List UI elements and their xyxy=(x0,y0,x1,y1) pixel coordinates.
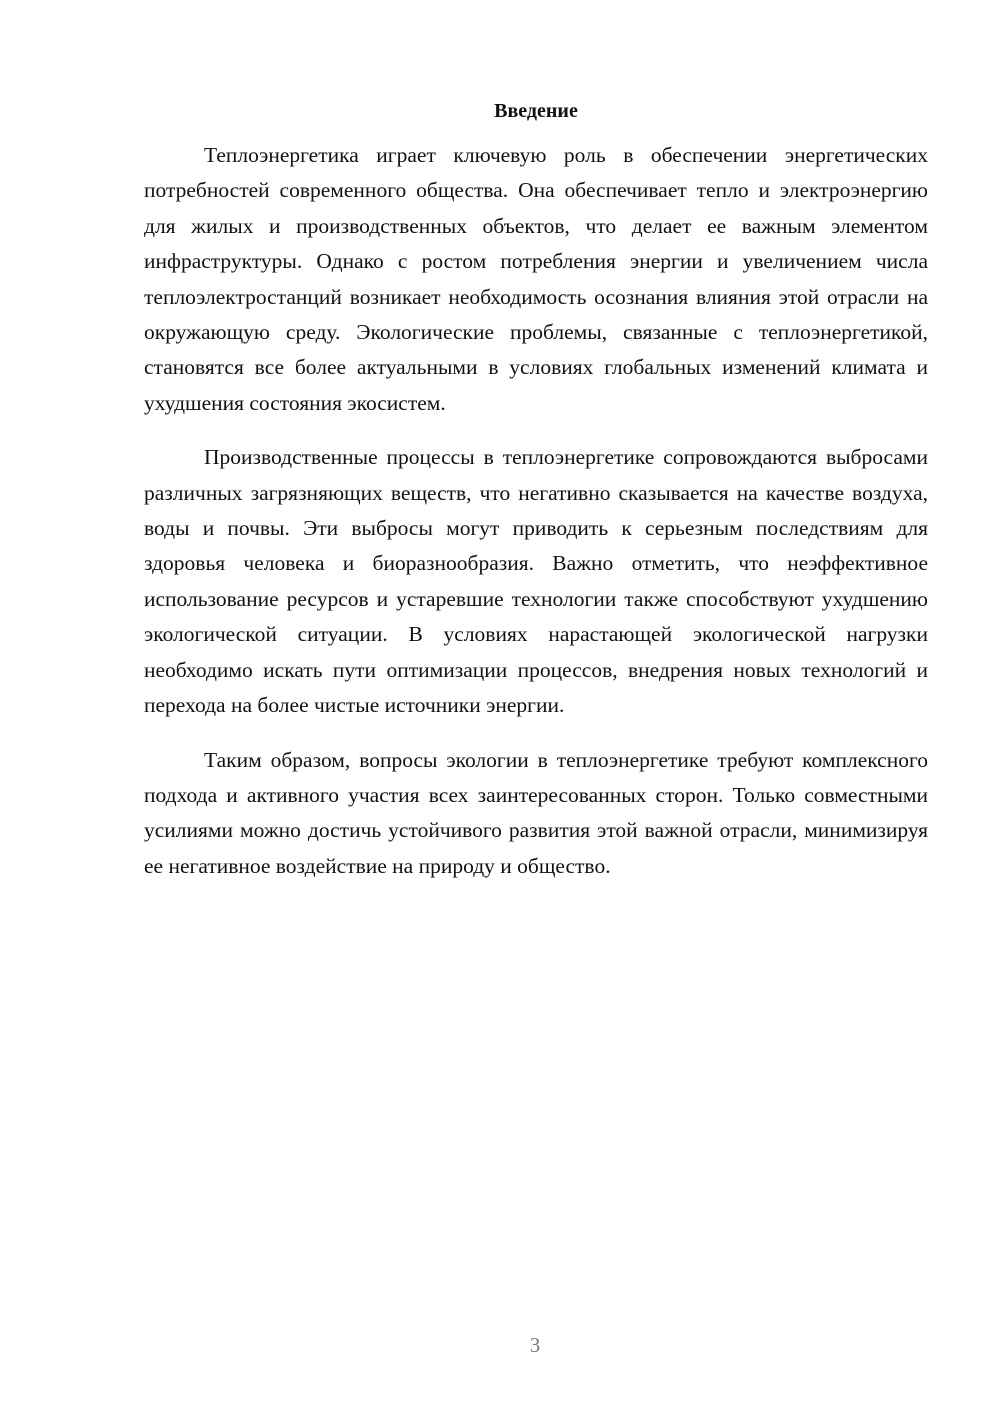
paragraph-2: Производственные процессы в теплоэнергетике сопровождаются выбросами различных загрязняющих веществ, что негативно сказывается на качестве воздуха, воды и почвы. Эти выбросы могут приводить к серьезным последствиям для здоровья человека и биоразнообразия. Важно отметить, что неэффективное использование ресурсов и устаревшие технологии также способствуют ухудшению экологической ситуации. В условиях нарастающей экологической нагрузки необходимо искать пути оптимизации процессов, внедрения новых технологий и перехода на более чистые источники энергии. xyxy=(144,445,928,718)
section-title: Введение xyxy=(494,100,578,122)
page-content xyxy=(144,96,928,903)
paragraph-3: Таким образом, вопросы экологии в теплоэнергетике требуют комплексного подхода и активного участия всех заинтересованных сторон. Только совместными усилиями можно достичь устойчивого развития этой важной отрасли, минимизируя ее негативное воздействие на природу и общество. xyxy=(144,747,928,878)
paragraph-1: Теплоэнергетика играет ключевую роль в обеспечении энергетических потребностей современного общества. Она обеспечивает тепло и электроэнергию для жилых и производственных объектов, что делает ее важным элементом инфраструктуры. Однако с ростом потребления энергии и увеличением числа теплоэлектростанций возникает необходимость осознания влияния этой отрасли на окружающую среду. Экологические проблемы, связанные с теплоэнергетикой, становятся все более актуальными в условиях глобальных изменений климата и ухудшения состояния экосистем. xyxy=(144,143,928,415)
page-number: 3 xyxy=(529,1333,541,1357)
